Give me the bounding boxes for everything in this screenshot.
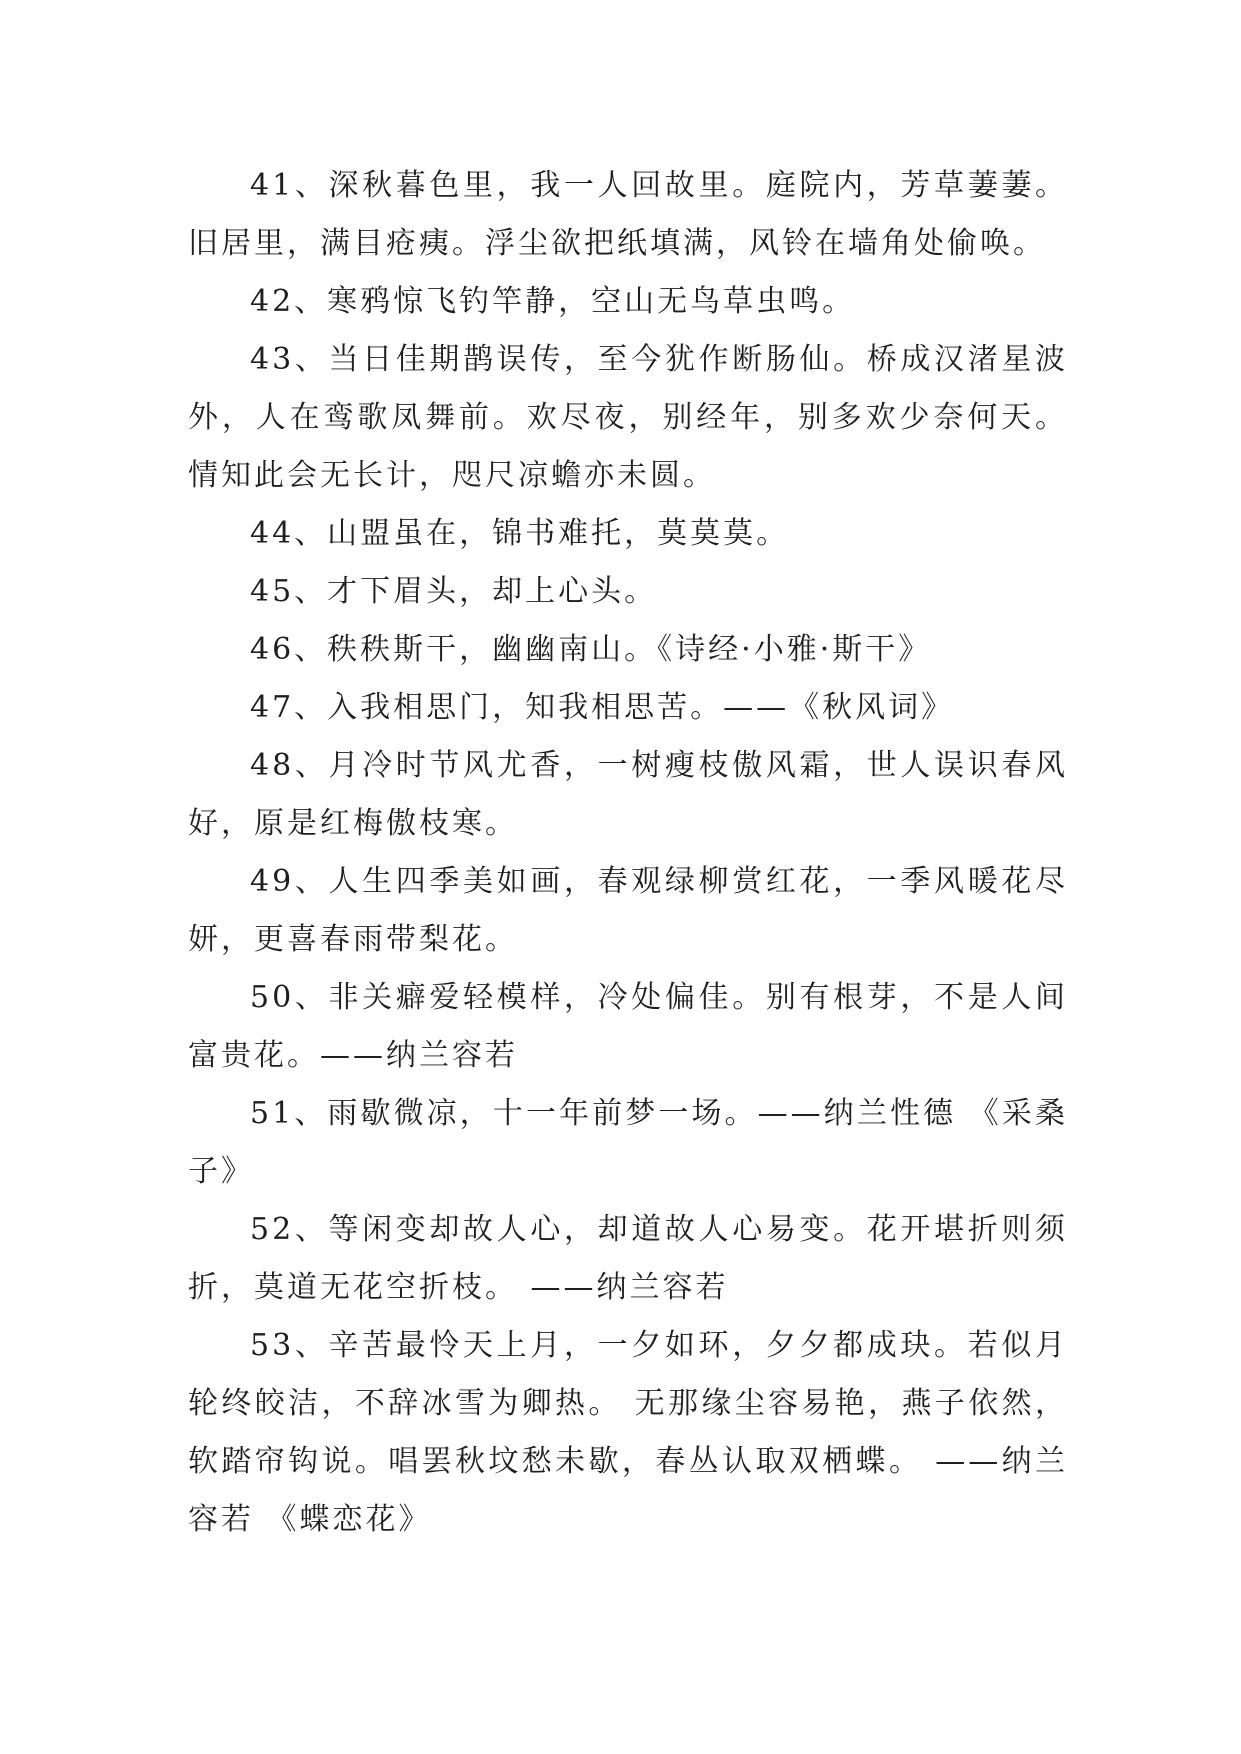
paragraph-53: 53、辛苦最怜天上月，一夕如环，夕夕都成玦。若似月轮终皎洁，不辞冰雪为卿热。 无那缘尘容易艳，燕子依然，软踏帘钩说。唱罢秋坟愁未歇，春丛认取双栖蝶。 ——纳兰容若 《蝶恋花》 [188,1328,1068,1537]
paragraph-46: 46、秩秩斯干，幽幽南山。《诗经·小雅·斯干》 [250,632,932,667]
paragraph-41: 41、深秋暮色里，我一人回故里。庭院内，芳草萋萋。旧居里，满目疮痍。浮尘欲把纸填满，风铃在墙角处偷唤。 [188,168,1068,261]
paragraph-43: 43、当日佳期鹊误传，至今犹作断肠仙。桥成汉渚星波外，人在鸾歌凤舞前。欢尽夜，别经年，别多欢少奈何天。情知此会无长计，咫尺凉蟾亦未圆。 [188,342,1068,493]
paragraph-48: 48、月冷时节风尤香，一树瘦枝傲风霜，世人误识春风好，原是红梅傲枝寒。 [188,748,1068,841]
paragraph-45: 45、才下眉头，却上心头。 [250,574,658,609]
paragraph-44: 44、山盟虽在，锦书难托，莫莫莫。 [250,516,790,551]
paragraph-42: 42、寒鸦惊飞钓竿静，空山无鸟草虫鸣。 [250,284,856,319]
paragraph-50: 50、非关癖爱轻模样，冷处偏佳。别有根芽，不是人间富贵花。——纳兰容若 [188,980,1068,1073]
paragraph-51: 51、雨歇微凉，十一年前梦一场。——纳兰性德 《采桑子》 [188,1096,1068,1189]
document-body [188,157,1068,1549]
paragraph-49: 49、人生四季美如画，春观绿柳赏红花，一季风暖花尽妍，更喜春雨带梨花。 [188,864,1068,957]
paragraph-47: 47、入我相思门，知我相思苦。——《秋风词》 [250,690,955,725]
paragraph-52: 52、等闲变却故人心，却道故人心易变。花开堪折则须折，莫道无花空折枝。 ——纳兰容若 [188,1212,1068,1305]
